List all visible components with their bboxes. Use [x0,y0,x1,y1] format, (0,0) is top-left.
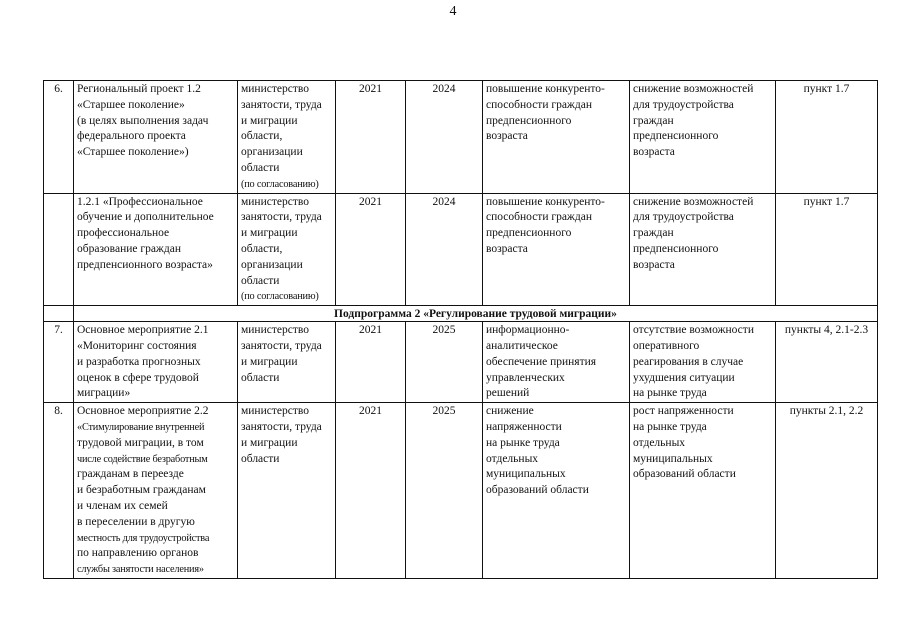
consequence-line: возраста [633,258,675,271]
executor-line: области [241,274,280,287]
measure-name-line: числе содействие безработным [77,453,208,465]
reference-cell: пункты 4, 2.1-2.3 [776,322,878,403]
measure-name-line: трудовой миграции, в том [77,436,204,449]
start-year-cell: 2021 [336,193,406,306]
measure-name-line: предпенсионного возраста» [77,258,213,271]
measure-name-line: 1.2.1 «Профессиональное [77,195,203,208]
measure-name-cell [74,322,238,403]
result-line: решений [486,387,530,400]
measure-name-line: «Мониторинг состояния [77,339,197,352]
row-number-cell [44,193,74,306]
consequence-cell [630,81,776,194]
executor-line: и миграции [241,227,298,240]
executor-line: министерство [241,324,309,337]
result-line: снижение [486,405,534,418]
executor-line: занятости, труда [241,420,322,433]
executor-line: области [241,161,280,174]
consequence-line: для трудоустройства [633,211,734,224]
start-year-cell: 2021 [336,403,406,579]
measure-name-line: «Старшее поколение») [77,146,189,159]
measure-name-line: Региональный проект 1.2 [77,83,201,95]
consequence-line: на рынке труда [633,420,707,433]
measure-name-line: «Стимулирование внутренней [77,421,205,433]
measure-name-line: оценок в сфере трудовой [77,371,199,384]
page-number: 4 [449,4,457,19]
measures-table [43,80,878,579]
executor-line: министерство [241,195,309,208]
executor-cell [238,193,336,306]
result-line: аналитическое [486,339,558,352]
start-year-cell: 2021 [336,81,406,194]
executor-line: области [241,371,280,384]
end-year-cell: 2024 [406,193,483,306]
subprogram-row [44,306,878,322]
measure-name-line: «Старшее поколение» [77,98,185,111]
result-line: повышение конкуренто- [486,83,605,95]
consequence-line: возраста [633,146,675,159]
executor-cell [238,81,336,194]
measure-name-line: и безработным гражданам [77,484,206,497]
measure-name-line: миграции» [77,387,131,400]
consequence-line: образований области [633,468,736,481]
measure-name-line: Основное мероприятие 2.2 [77,405,209,418]
executor-line: и миграции [241,436,298,449]
result-line: напряженности [486,420,562,433]
consequence-line: для трудоустройства [633,98,734,111]
consequence-cell [630,322,776,403]
measure-name-line: обучение и дополнительное [77,211,214,224]
reference-cell: пункт 1.7 [776,81,878,194]
measure-name-line: по направлению органов [77,547,199,560]
consequence-line: муниципальных [633,452,713,465]
measure-name-line: в переселении в другую [77,515,195,528]
executor-line: области [241,452,280,465]
table-row [44,403,878,579]
result-cell [483,81,630,194]
consequence-line: рост напряженности [633,405,734,418]
result-line: муниципальных [486,468,566,481]
subprogram-empty-cell [44,306,74,322]
executor-line: министерство [241,83,309,95]
executor-line: занятости, труда [241,339,322,352]
result-line: отдельных [486,452,539,465]
consequence-cell [630,403,776,579]
consequence-line: снижение возможностей [633,83,754,95]
result-line: на рынке труда [486,436,560,449]
measure-name-line: профессиональное [77,227,170,240]
consequence-line: реагирования в случае [633,355,744,368]
row-number-cell: 6. [44,81,74,194]
result-cell [483,193,630,306]
result-line: способности граждан [486,211,592,224]
executor-line: и миграции [241,114,298,127]
result-cell [483,322,630,403]
measure-name-cell [74,193,238,306]
result-line: предпенсионного [486,114,572,127]
measure-name-line: и членам их семей [77,499,168,512]
measure-name-line: и разработка прогнозных [77,355,201,368]
table-row [44,81,878,194]
consequence-line: ухудшения ситуации [633,371,735,384]
measure-name-cell [74,81,238,194]
executor-note: (по согласованию) [241,291,319,303]
consequence-cell [630,193,776,306]
measure-name-line: образование граждан [77,242,181,255]
executor-cell [238,403,336,579]
result-line: обеспечение принятия [486,355,597,368]
subprogram-title: Подпрограмма 2 «Регулирование трудовой миграции» [74,306,878,322]
row-number-cell: 7. [44,322,74,403]
consequence-line: на рынке труда [633,387,707,400]
end-year-cell: 2025 [406,403,483,579]
consequence-line: предпенсионного [633,242,719,255]
consequence-line: граждан [633,114,674,127]
executor-line: занятости, труда [241,211,322,224]
result-line: информационно- [486,324,570,337]
executor-line: организации [241,258,303,271]
executor-line: области, [241,242,283,255]
result-cell [483,403,630,579]
table-row [44,193,878,306]
consequence-line: снижение возможностей [633,195,754,208]
executor-cell [238,322,336,403]
consequence-line: граждан [633,227,674,240]
result-line: повышение конкуренто- [486,195,605,208]
measure-name-line: гражданам в переезде [77,468,184,481]
result-line: возраста [486,242,528,255]
result-line: способности граждан [486,98,592,111]
executor-line: и миграции [241,355,298,368]
executor-line: области, [241,130,283,143]
measure-name-cell [74,403,238,579]
measure-name-line: местность для трудоустройства [77,532,210,544]
consequence-line: отсутствие возможности [633,324,754,337]
executor-line: занятости, труда [241,98,322,111]
end-year-cell: 2025 [406,322,483,403]
reference-cell: пункты 2.1, 2.2 [776,403,878,579]
measure-name-line: службы занятости населения» [77,564,204,576]
consequence-line: предпенсионного [633,130,719,143]
result-line: предпенсионного [486,227,572,240]
reference-cell: пункт 1.7 [776,193,878,306]
result-line: управленческих [486,371,565,384]
start-year-cell: 2021 [336,322,406,403]
result-line: возраста [486,130,528,143]
consequence-line: отдельных [633,436,686,449]
consequence-line: оперативного [633,339,700,352]
measure-name-line: (в целях выполнения задач [77,114,209,127]
end-year-cell: 2024 [406,81,483,194]
executor-note: (по согласованию) [241,178,319,190]
measure-name-line: Основное мероприятие 2.1 [77,324,209,337]
executor-line: организации [241,146,303,159]
executor-line: министерство [241,405,309,418]
row-number-cell: 8. [44,403,74,579]
table-row [44,322,878,403]
result-line: образований области [486,484,589,497]
measure-name-line: федерального проекта [77,130,186,143]
